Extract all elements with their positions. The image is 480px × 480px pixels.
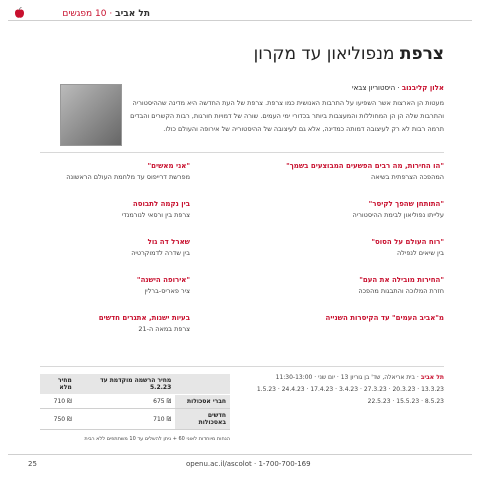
topics-column-left xyxy=(0,162,190,352)
topic-subtitle: ציר פאריס-ברלין xyxy=(144,287,190,295)
schedule-dates-line-2: 8.5.23 · 15.5.23 · 22.5.23 xyxy=(367,398,444,405)
topic-item xyxy=(0,276,190,298)
page-title-rest: מנפוליאון עד מקרון xyxy=(253,44,400,64)
schedule-location xyxy=(244,372,444,384)
price-header-full: מחיר מלא xyxy=(40,374,76,395)
page-title-bold: צרפת xyxy=(399,44,444,64)
price-early: ₪ 675 xyxy=(76,395,176,409)
breadcrumb-meetings: 10 מפגשים xyxy=(62,9,107,19)
table-row xyxy=(40,395,230,409)
topic-subtitle: בין שדרה לדמוקרטיה xyxy=(131,249,190,257)
header-divider xyxy=(8,20,472,21)
lecturer-name: אלון קליבנוב xyxy=(401,84,444,92)
topic-item xyxy=(244,276,444,298)
lecturer-role: · היסטוריון צבאי xyxy=(352,84,402,92)
page-number: 25 xyxy=(28,460,37,468)
schedule-dates-line-1: 13.3.23 · 20.3.23 · 27.3.23 · 3.4.23 · 17.4.23 · 24.4.23 · 1.5.23 xyxy=(256,386,444,393)
topic-subtitle: בין שיאים לנפילה xyxy=(396,249,444,257)
topic-item xyxy=(0,162,190,184)
price-full: ₪ 710 xyxy=(40,395,76,409)
price-full: ₪ 750 xyxy=(40,409,76,430)
topic-subtitle: המהפכה הצרפתית בשיאה xyxy=(370,173,444,181)
section-divider xyxy=(40,152,444,153)
price-table xyxy=(40,374,230,430)
topic-subtitle: עלייתו נפוליאון לבימת ההיסטוריה xyxy=(352,211,444,219)
topic-subtitle: צרפת בין ורסאי לנורמנדי xyxy=(121,211,190,219)
topic-title: מ"אביב העמים" עד הקיסרות השנייה xyxy=(325,314,444,322)
table-row xyxy=(40,409,230,430)
topic-item xyxy=(244,162,444,184)
topic-item xyxy=(244,314,444,336)
price-row-label: חברי אסכולות xyxy=(175,395,230,409)
topic-subtitle: חזרת המלוכה והתבגות מהפכה xyxy=(358,287,444,295)
topics-column-right xyxy=(244,162,444,352)
breadcrumb xyxy=(62,9,150,19)
topic-subtitle: מפרשת דרייפוס עד מלחמת העולם הראשונה xyxy=(66,173,190,181)
topic-title: שארל דה גול xyxy=(147,238,190,246)
schedule-block xyxy=(244,372,444,408)
topic-title: "התותחן שהפך לקיסר" xyxy=(368,200,444,208)
breadcrumb-city: תל אביב xyxy=(115,9,150,19)
topic-title: "רוח העולם על הסוס" xyxy=(371,238,444,246)
topic-title: "אני מאשים" xyxy=(147,162,190,170)
price-note: הנחות מיוחדות לאוני 60 + ניתן להשלים עד 10 משתתפים ללא רבית xyxy=(84,436,230,442)
schedule-details: · בית אריאלה, שד' בן גוריון 13 · יום שני · 11:30-13:00 xyxy=(275,374,421,381)
topic-title: "החירות מובילה את העם" xyxy=(359,276,444,284)
bottom-divider xyxy=(40,366,444,367)
price-early: ₪ 710 xyxy=(76,409,176,430)
price-header-empty xyxy=(175,374,230,395)
apple-icon xyxy=(14,7,25,19)
topic-title: בעיות ישנות, אתגרים חדשים xyxy=(98,314,190,322)
footer-contact[interactable]: openu.ac.il/ascolot · 1-700-700-169 xyxy=(186,460,311,468)
topic-item xyxy=(0,238,190,260)
topic-item xyxy=(244,200,444,222)
topic-subtitle: צרפת במאה ה-21 xyxy=(138,325,190,333)
price-header-early: מחיר הרשמה מוקדמת עד 5.2.23 xyxy=(76,374,176,395)
lecturer-photo xyxy=(60,84,122,146)
lecturer-line xyxy=(352,84,444,92)
topic-item xyxy=(244,238,444,260)
topic-title: "הו החירות, מה רבים הפשעים המבוצעים בשמך" xyxy=(286,162,444,170)
price-row-label: חדשים באסכולות xyxy=(175,409,230,430)
topic-item xyxy=(0,314,190,336)
topic-title: "אירופה הישנה" xyxy=(136,276,190,284)
schedule-city: תל אביב xyxy=(420,374,444,381)
topic-title: בין נקמה לתבוסה xyxy=(132,200,190,208)
topic-item xyxy=(0,200,190,222)
breadcrumb-separator: · xyxy=(109,9,113,19)
footer-divider xyxy=(8,454,472,455)
price-table-header xyxy=(40,374,230,395)
page-title xyxy=(254,44,444,64)
course-description: מעטות הן הארצות אשר השפיעו על התרבות האנושית כמו צרפת. צרפת של העת החדשה היא מדינה שההיסטוריה והתרבות שלה הן הן המחוללות והמעצבות ביותר בכדורי ימי העמים. שורה של דמויות חורגות, רבות הקשרים והבדים תרמה רבות לא רק לעיצובה דמותה כמדינה, אלא גם לעיצובה של ההיסטוריה של אירופה והעולם כולו. xyxy=(130,99,444,133)
